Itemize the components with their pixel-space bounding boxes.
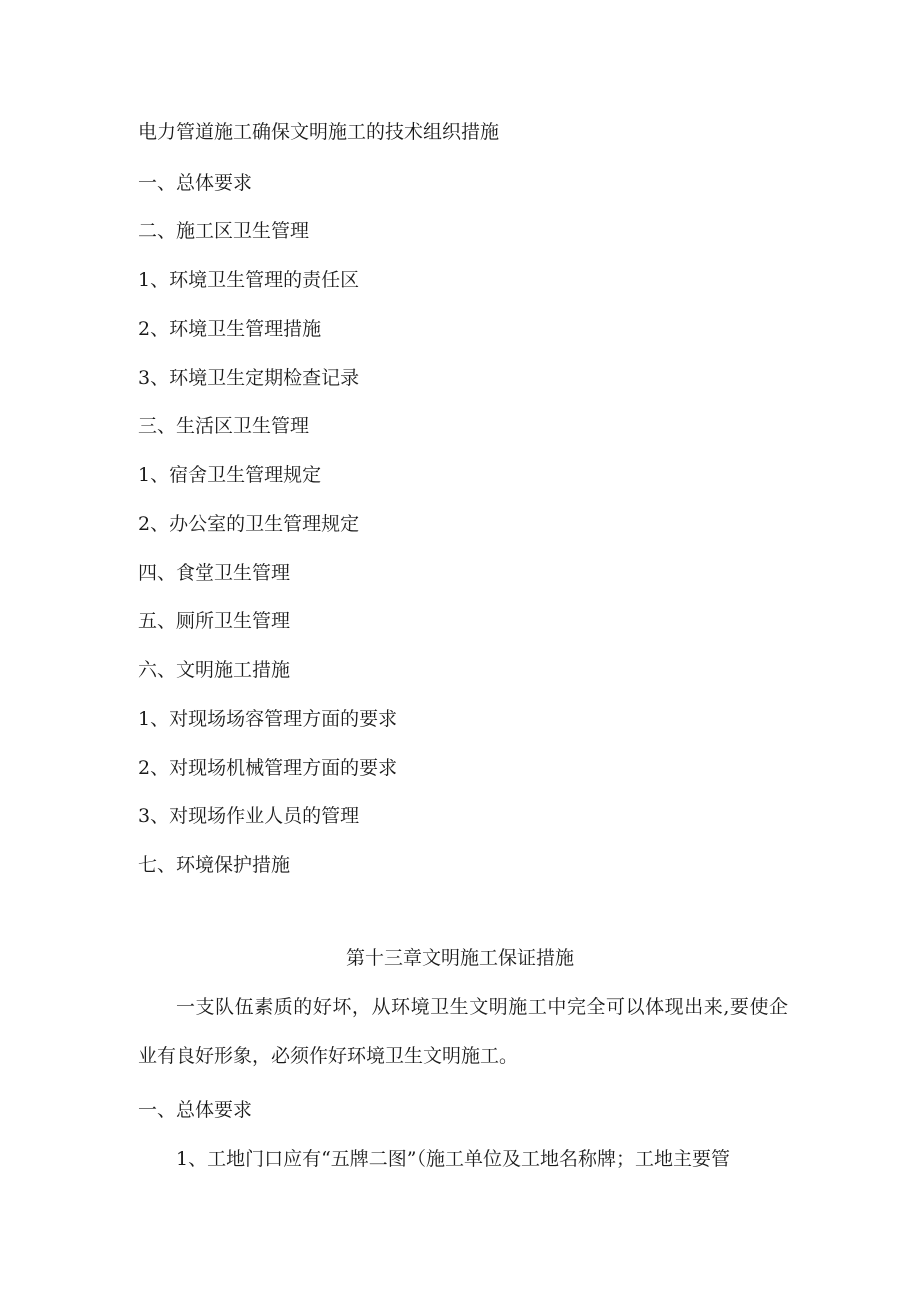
toc-item: 2、环境卫生管理措施 — [138, 318, 322, 340]
toc-item: 1、宿舍卫生管理规定 — [138, 464, 322, 486]
toc-title: 电力管道施工确保文明施工的技术组织措施 — [138, 121, 500, 143]
toc-item: 1、对现场场容管理方面的要求 — [138, 708, 398, 730]
section-heading: 一、总体要求 — [138, 1099, 253, 1121]
toc-item: 2、办公室的卫生管理规定 — [138, 513, 360, 535]
toc-item: 3、环境卫生定期检查记录 — [138, 367, 360, 389]
toc-item: 五、厕所卫生管理 — [138, 610, 291, 632]
toc-item: 六、文明施工措施 — [138, 659, 291, 681]
list-item: 1、工地门口应有“五牌二图”（施工单位及工地名称牌；工地主要管 — [176, 1148, 731, 1170]
toc-item: 1、环境卫生管理的责任区 — [138, 269, 360, 291]
toc-item: 四、食堂卫生管理 — [138, 562, 291, 584]
toc-item: 一、总体要求 — [138, 172, 253, 194]
toc-item: 3、对现场作业人员的管理 — [138, 805, 360, 827]
toc-item: 二、施工区卫生管理 — [138, 220, 310, 242]
chapter-heading: 第十三章文明施工保证措施 — [345, 947, 574, 969]
toc-item: 七、环境保护措施 — [138, 854, 291, 876]
intro-paragraph: 一支队伍素质的好坏，从环境卫生文明施工中完全可以体现出来,要使企业有良好形象，必须作好环境卫生文明施工。 — [138, 996, 788, 1067]
toc-item: 2、对现场机械管理方面的要求 — [138, 757, 398, 779]
toc-item: 三、生活区卫生管理 — [138, 415, 310, 437]
